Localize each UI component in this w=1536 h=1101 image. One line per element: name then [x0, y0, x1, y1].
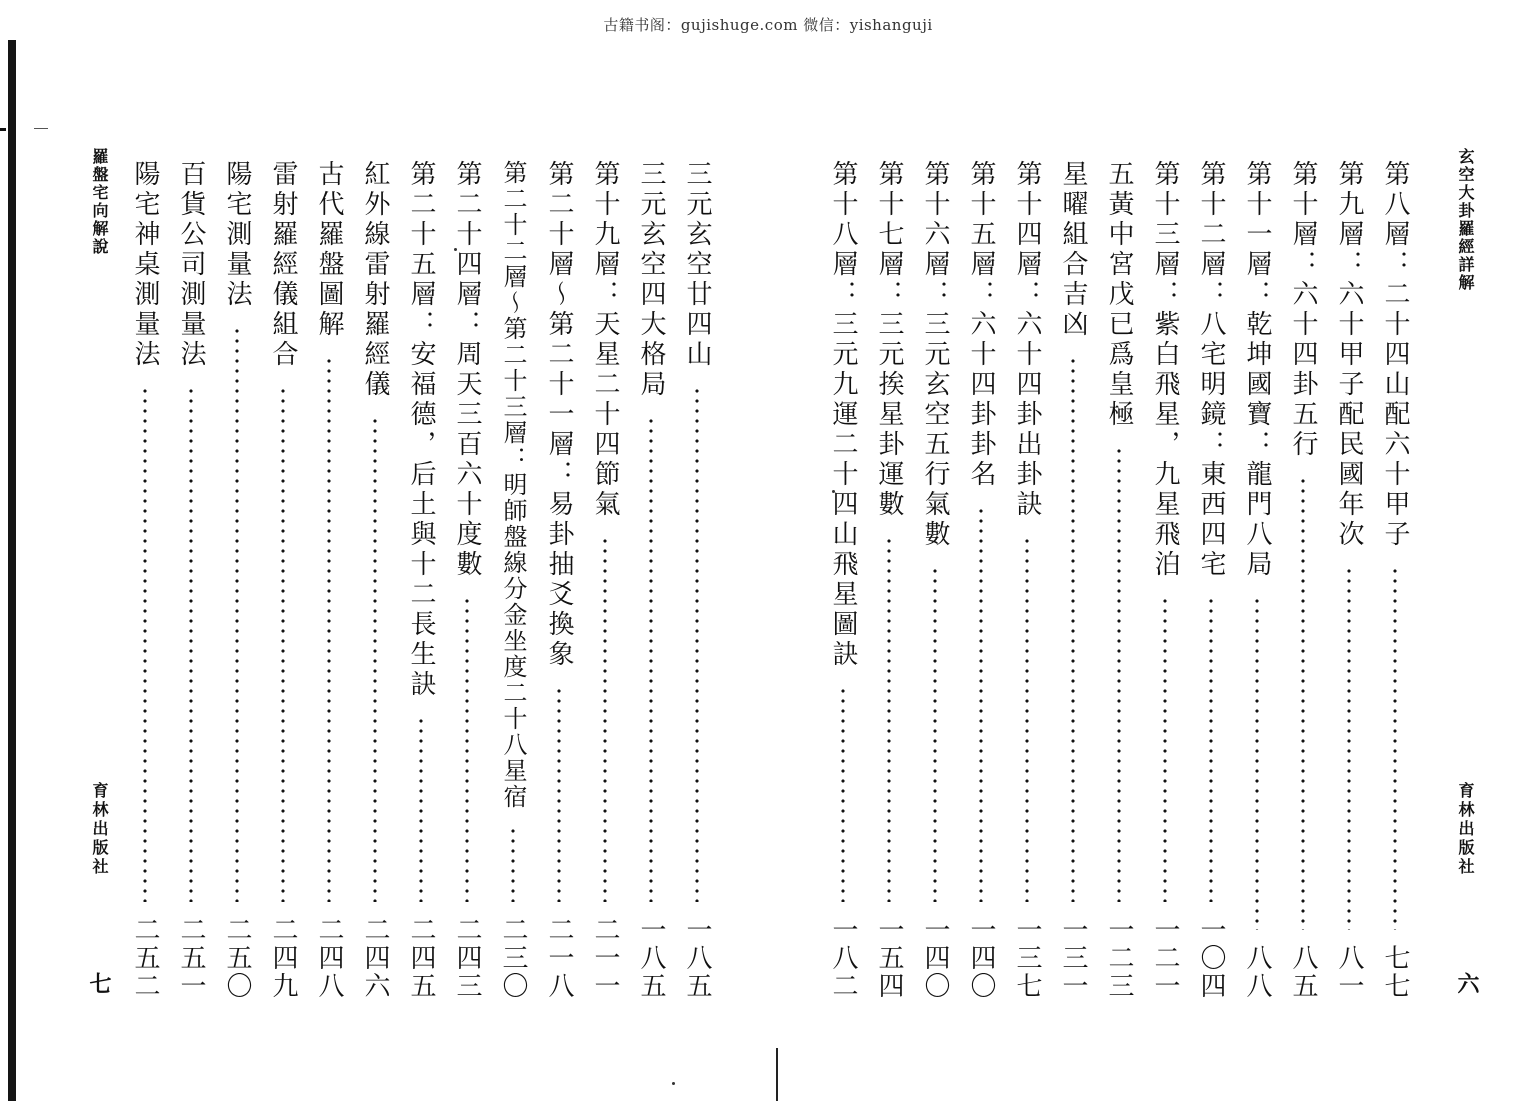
page-number: 六	[1454, 972, 1480, 994]
toc-entry-title: 第二十四層：周天三百六十度數	[452, 160, 482, 580]
dot-leader	[978, 506, 984, 902]
toc-entry-page: 一二三	[1104, 916, 1134, 1000]
toc-entry-page: 一二一	[1150, 916, 1180, 1000]
toc-entry-title: 第二十層～第二十一層：易卦抽爻換象	[544, 160, 574, 670]
toc-entry[interactable]	[172, 160, 210, 1000]
toc-entry[interactable]	[264, 160, 302, 1000]
toc-entry-page: 一三一	[1058, 916, 1088, 1000]
toc-entry-title: 第十二層：八宅明鏡：東西四宅	[1196, 160, 1226, 580]
toc-entry-page: 二四五	[406, 916, 436, 1000]
toc-entry[interactable]	[632, 160, 670, 1000]
toc-entry[interactable]	[962, 160, 1000, 1000]
toc-entry[interactable]	[1284, 160, 1322, 1000]
toc-entry-page: 一八五	[682, 916, 712, 1000]
toc-entry-page: 二一一	[590, 916, 620, 1000]
toc-entry-page: 二四六	[360, 916, 390, 1000]
toc-entry[interactable]	[218, 160, 256, 1000]
dot-leader	[1392, 566, 1398, 930]
dot-leader	[418, 716, 424, 902]
toc-entry-title: 第十六層：三元玄空五行氣數	[920, 160, 950, 550]
toc-entry-page: 八一	[1334, 944, 1364, 1000]
dot-leader	[234, 326, 240, 902]
toc-entry-page: 二五二	[130, 916, 160, 1000]
toc-entry[interactable]	[540, 160, 578, 1000]
toc-entry[interactable]	[356, 160, 394, 1000]
toc-entry-page: 一八二	[828, 916, 858, 1000]
dot-leader	[840, 686, 846, 902]
scan-border-left	[8, 40, 16, 1101]
toc-entry-title: 紅外線雷射羅經儀	[360, 160, 390, 400]
toc-entry-title: 第十層：六十四卦五行	[1288, 160, 1318, 460]
toc-entry-title: 第十九層：天星二十四節氣	[590, 160, 620, 520]
toc-entry-title: 百貨公司測量法	[176, 160, 206, 370]
toc-entry-page: 二五〇	[222, 916, 252, 1000]
toc-entry-page: 二一八	[544, 916, 574, 1000]
dot-leader	[694, 386, 700, 902]
dot-leader	[932, 566, 938, 902]
toc-entry[interactable]	[678, 160, 716, 1000]
toc-entry-page: 二四九	[268, 916, 298, 1000]
toc-entry[interactable]	[916, 160, 954, 1000]
dot-leader	[886, 536, 892, 902]
toc-entry[interactable]	[1330, 160, 1368, 1000]
dot-leader	[1346, 566, 1352, 930]
toc-entry-page: 一四〇	[966, 916, 996, 1000]
toc-page-left	[16, 0, 776, 1101]
dot-leader	[1024, 536, 1030, 902]
dot-leader	[372, 416, 378, 902]
dot-leader	[1254, 596, 1260, 930]
toc-entry[interactable]	[870, 160, 908, 1000]
running-head: 羅盤宅向解說	[90, 148, 109, 256]
toc-entry-page: 八八	[1242, 944, 1272, 1000]
toc-entry-title: 三元玄空四大格局	[636, 160, 666, 400]
toc-entry-page: 一五四	[874, 916, 904, 1000]
dot-leader	[510, 826, 516, 902]
toc-entry-title: 星曜組合吉凶	[1058, 160, 1088, 340]
toc-entry-page: 一四〇	[920, 916, 950, 1000]
toc-entry-page: 八五	[1288, 944, 1318, 1000]
toc-entry[interactable]	[494, 160, 532, 1000]
toc-entry-title: 第九層：六十甲子配民國年次	[1334, 160, 1364, 550]
toc-entry[interactable]	[448, 160, 486, 1000]
dot-leader	[326, 356, 332, 902]
dot-leader	[464, 596, 470, 902]
toc-entry[interactable]	[1054, 160, 1092, 1000]
toc-entry-title: 陽宅測量法	[222, 160, 252, 310]
toc-entry[interactable]	[402, 160, 440, 1000]
toc-entry[interactable]	[1238, 160, 1276, 1000]
toc-entry-title: 第八層：二十四山配六十甲子	[1380, 160, 1410, 550]
toc-entry[interactable]	[1376, 160, 1414, 1000]
dot-leader	[1116, 446, 1122, 902]
toc-entry-page: 二四八	[314, 916, 344, 1000]
toc-entry[interactable]	[1146, 160, 1184, 1000]
scan-mark	[0, 128, 6, 131]
dot-leader	[188, 386, 194, 902]
running-head: 玄空大卦羅經詳解	[1456, 148, 1475, 292]
toc-entry[interactable]	[310, 160, 348, 1000]
publisher-name: 育林出版社	[90, 782, 109, 877]
watermark-text: 古籍书阁：gujishuge.com 微信：yishanguji	[603, 16, 933, 34]
dot-leader	[280, 386, 286, 902]
toc-entry-page: 一八五	[636, 916, 666, 1000]
toc-entry-title: 第十四層：六十四卦出卦訣	[1012, 160, 1042, 520]
toc-entry[interactable]	[1192, 160, 1230, 1000]
toc-entry-title: 第十三層：紫白飛星，九星飛泊	[1150, 160, 1180, 580]
toc-entry-title: 第二十五層：安福德，后土與十二長生訣	[406, 160, 436, 700]
dot-leader	[648, 416, 654, 902]
dot-leader	[556, 686, 562, 902]
toc-entry-title: 雷射羅經儀組合	[268, 160, 298, 370]
toc-entry-page: 一三七	[1012, 916, 1042, 1000]
toc-entry-title: 第十五層：六十四卦卦名	[966, 160, 996, 490]
dot-leader	[1162, 596, 1168, 902]
toc-entry-page: 七七	[1380, 944, 1410, 1000]
toc-entry-title: 陽宅神桌測量法	[130, 160, 160, 370]
dot-leader	[1070, 356, 1076, 902]
dot-leader	[142, 386, 148, 902]
toc-entry-title: 古代羅盤圖解	[314, 160, 344, 340]
toc-entry-title: 第十一層：乾坤國寶：龍門八局	[1242, 160, 1272, 580]
toc-entry[interactable]	[126, 160, 164, 1000]
toc-page-right	[778, 0, 1536, 1101]
toc-entry[interactable]	[586, 160, 624, 1000]
publisher-name: 育林出版社	[1456, 782, 1475, 877]
toc-entry-title: 五黃中宮戊已爲皇極	[1104, 160, 1134, 430]
toc-entry[interactable]	[824, 160, 862, 1000]
toc-entry-title: 第十八層：三元九運二十四山飛星圖訣	[828, 160, 858, 670]
toc-entry-page: 二五一	[176, 916, 206, 1000]
toc-entry-title: 三元玄空廿四山	[682, 160, 712, 370]
dot-leader	[1208, 596, 1214, 902]
toc-entry-title: 第二十二層～第二十三層：明師盤線分金坐度二十八星宿	[499, 160, 527, 810]
dot-leader	[1300, 476, 1306, 930]
toc-entry[interactable]	[1100, 160, 1138, 1000]
toc-entry-page: 二三〇	[498, 916, 528, 1000]
page-number: 七	[86, 972, 112, 994]
toc-entry[interactable]	[1008, 160, 1046, 1000]
toc-entry-page: 一〇四	[1196, 916, 1226, 1000]
toc-entry-page: 二四三	[452, 916, 482, 1000]
toc-entry-title: 第十七層：三元挨星卦運數	[874, 160, 904, 520]
dot-leader	[602, 536, 608, 902]
